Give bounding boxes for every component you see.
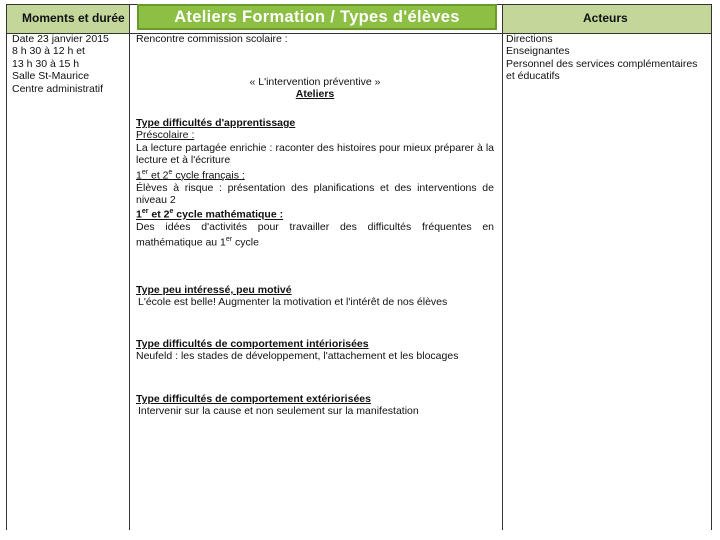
section-motivation-title: Type peu intéressé, peu motivé <box>136 284 292 296</box>
moments-time-am: 8 h 30 à 12 h et <box>12 45 85 58</box>
french-label: 1er et 2e cycle français : <box>136 168 245 182</box>
header-moments-label: Moments et durée <box>22 11 125 25</box>
moments-room: Salle St-Maurice <box>12 70 90 83</box>
externalized-text: Intervenir sur la cause et non seulement sur la manifestation <box>138 405 419 418</box>
document-title: « L'intervention préventive » <box>249 76 381 88</box>
section-learning-title: Type difficultés d'apprentissage <box>136 117 296 129</box>
intro-text: Rencontre commission scolaire : <box>136 33 288 45</box>
preschool-label: Préscolaire : <box>136 129 195 142</box>
title-banner: Ateliers Formation / Types d'élèves <box>137 4 497 30</box>
preschool-text: La lecture partagée enrichie : raconter des histoires pour mieux préparer à la lecture et à l'écriture <box>136 141 494 167</box>
moments-building: Centre administratif <box>12 82 104 95</box>
section-internalized-title: Type difficultés de comportement intériorisées <box>136 338 369 350</box>
column-divider-2 <box>502 4 503 530</box>
actor-directions: Directions <box>506 33 553 45</box>
document-subtitle <box>136 88 494 100</box>
actors-cell <box>506 33 706 83</box>
actor-services-cont: et éducatifs <box>506 70 560 83</box>
motivation-text: L'école est belle! Augmenter la motivation et l'intérêt de nos élèves <box>138 296 448 309</box>
internalized-text: Neufeld : les stades de développement, l'attachement et les blocages <box>136 350 459 363</box>
actor-services: Personnel des services complémentaires <box>506 57 698 70</box>
header-actors-label: Acteurs <box>583 11 628 25</box>
french-text: Élèves à risque : présentation des planifications et des interventions de niveau 2 <box>136 181 494 206</box>
section-learning <box>136 117 494 249</box>
moments-time-pm: 13 h 30 à 15 h <box>12 57 80 70</box>
moments-date: Date 23 janvier 2015 <box>12 33 109 45</box>
section-externalized <box>136 393 494 418</box>
column-divider-1 <box>129 4 130 530</box>
actor-teachers: Enseignantes <box>506 45 570 58</box>
table-border-left <box>6 4 7 530</box>
table-border-right <box>711 4 712 530</box>
subtitle-text: Ateliers <box>295 88 335 100</box>
math-label: 1er et 2e cycle mathématique : <box>136 208 284 221</box>
section-internalized <box>136 338 494 363</box>
moments-cell <box>12 33 124 95</box>
section-motivation <box>136 284 494 309</box>
math-text: Des idées d'activités pour travailler des difficultés fréquentes en mathématique au 1er cycle <box>136 221 494 249</box>
section-externalized-title: Type difficultés de comportement extériorisées <box>136 393 371 405</box>
